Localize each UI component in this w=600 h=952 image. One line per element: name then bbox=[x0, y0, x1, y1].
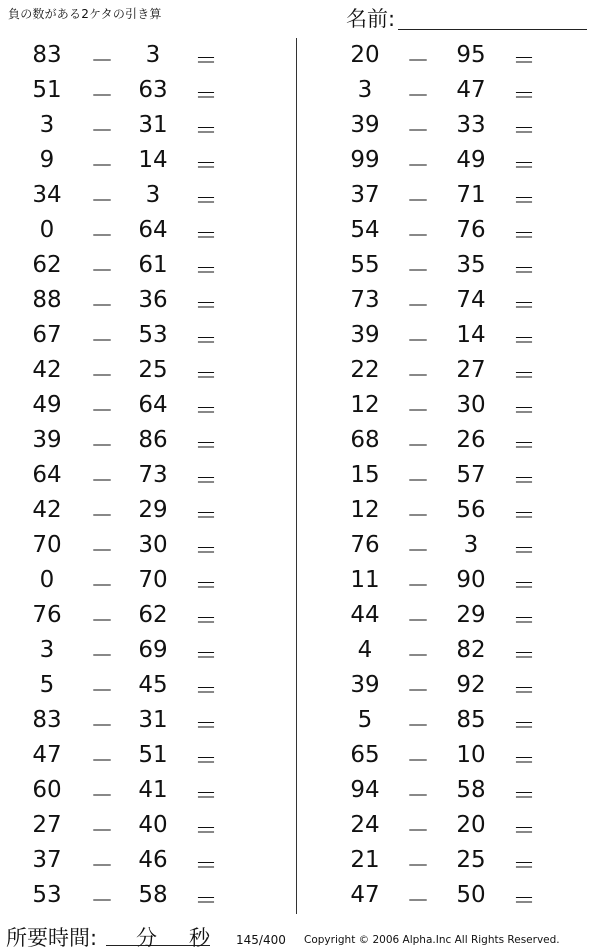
equals-sign: ＝ bbox=[194, 643, 218, 669]
minuend: 0 bbox=[39, 567, 55, 593]
minus-sign: － bbox=[90, 818, 114, 844]
minus-sign: － bbox=[90, 118, 114, 144]
minus-sign: － bbox=[406, 258, 430, 284]
equals-sign: ＝ bbox=[512, 293, 536, 319]
equals-sign: ＝ bbox=[194, 83, 218, 109]
subtrahend: 30 bbox=[456, 392, 486, 418]
subtrahend: 29 bbox=[138, 497, 168, 523]
answer-blank[interactable] bbox=[542, 847, 592, 873]
subtrahend: 53 bbox=[138, 322, 168, 348]
minus-sign: － bbox=[406, 818, 430, 844]
answer-blank[interactable] bbox=[542, 742, 592, 768]
copyright-notice: Copyright © 2006 Alpha.Inc All Rights Reserved. bbox=[304, 934, 560, 946]
minuend: 55 bbox=[350, 252, 380, 278]
problem-row bbox=[0, 73, 536, 109]
problem-row bbox=[0, 143, 536, 179]
equals-sign: ＝ bbox=[512, 818, 536, 844]
subtrahend: 57 bbox=[456, 462, 486, 488]
minus-sign: － bbox=[90, 643, 114, 669]
problem-row bbox=[0, 283, 536, 319]
equals-sign: ＝ bbox=[194, 328, 218, 354]
answer-blank[interactable] bbox=[542, 637, 592, 663]
problem-row bbox=[0, 808, 536, 844]
subtrahend: 46 bbox=[138, 847, 168, 873]
minus-sign: － bbox=[406, 783, 430, 809]
subtrahend: 64 bbox=[138, 217, 168, 243]
equals-sign: ＝ bbox=[194, 783, 218, 809]
minuend: 39 bbox=[32, 427, 62, 453]
minuend: 83 bbox=[32, 42, 62, 68]
subtrahend: 25 bbox=[138, 357, 168, 383]
problem-row bbox=[0, 528, 536, 564]
equals-sign: ＝ bbox=[512, 48, 536, 74]
subtrahend: 64 bbox=[138, 392, 168, 418]
answer-blank[interactable] bbox=[542, 252, 592, 278]
answer-blank[interactable] bbox=[542, 497, 592, 523]
equals-sign: ＝ bbox=[194, 573, 218, 599]
subtrahend: 95 bbox=[456, 42, 486, 68]
problem-row bbox=[0, 458, 536, 494]
answer-blank[interactable] bbox=[542, 602, 592, 628]
equals-sign: ＝ bbox=[512, 468, 536, 494]
answer-blank[interactable] bbox=[542, 147, 592, 173]
minus-sign: － bbox=[406, 433, 430, 459]
equals-sign: ＝ bbox=[512, 398, 536, 424]
problem-row bbox=[0, 423, 536, 459]
problem-row bbox=[0, 633, 536, 669]
problem-row bbox=[0, 773, 536, 809]
equals-sign: ＝ bbox=[512, 853, 536, 879]
problem-row bbox=[0, 353, 536, 389]
equals-sign: ＝ bbox=[512, 328, 536, 354]
minus-sign: － bbox=[90, 748, 114, 774]
equals-sign: ＝ bbox=[512, 258, 536, 284]
minus-sign: － bbox=[406, 748, 430, 774]
equals-sign: ＝ bbox=[512, 223, 536, 249]
equals-sign: ＝ bbox=[512, 573, 536, 599]
minus-sign: － bbox=[90, 153, 114, 179]
subtrahend: 40 bbox=[138, 812, 168, 838]
subtrahend: 92 bbox=[456, 672, 486, 698]
minuend: 39 bbox=[350, 672, 380, 698]
equals-sign: ＝ bbox=[194, 468, 218, 494]
minus-sign: － bbox=[406, 853, 430, 879]
minuend: 42 bbox=[32, 497, 62, 523]
minuend: 37 bbox=[350, 182, 380, 208]
minuend: 12 bbox=[350, 497, 380, 523]
minuend: 27 bbox=[32, 812, 62, 838]
minus-sign: － bbox=[406, 398, 430, 424]
minuend: 53 bbox=[32, 882, 62, 908]
answer-blank[interactable] bbox=[542, 882, 592, 908]
equals-sign: ＝ bbox=[194, 153, 218, 179]
minus-sign: － bbox=[90, 328, 114, 354]
subtrahend: 74 bbox=[456, 287, 486, 313]
answer-blank[interactable] bbox=[542, 77, 592, 103]
problem-row bbox=[0, 493, 536, 529]
minus-sign: － bbox=[406, 48, 430, 74]
equals-sign: ＝ bbox=[194, 888, 218, 914]
answer-blank[interactable] bbox=[542, 392, 592, 418]
problem-row bbox=[0, 878, 536, 914]
minus-sign: － bbox=[406, 538, 430, 564]
subtrahend: 25 bbox=[456, 847, 486, 873]
answer-blank[interactable] bbox=[542, 427, 592, 453]
minuend: 0 bbox=[39, 217, 55, 243]
subtrahend: 61 bbox=[138, 252, 168, 278]
problem-row bbox=[0, 598, 536, 634]
subtrahend: 29 bbox=[456, 602, 486, 628]
minus-sign: － bbox=[406, 363, 430, 389]
minuend: 49 bbox=[32, 392, 62, 418]
subtrahend: 58 bbox=[456, 777, 486, 803]
minuend: 3 bbox=[39, 112, 55, 138]
equals-sign: ＝ bbox=[512, 363, 536, 389]
equals-sign: ＝ bbox=[512, 538, 536, 564]
minuend: 70 bbox=[32, 532, 62, 558]
minuend: 11 bbox=[350, 567, 380, 593]
answer-blank[interactable] bbox=[542, 287, 592, 313]
minuend: 83 bbox=[32, 707, 62, 733]
minuend: 99 bbox=[350, 147, 380, 173]
minus-sign: － bbox=[406, 118, 430, 144]
subtrahend: 26 bbox=[456, 427, 486, 453]
minuend: 24 bbox=[350, 812, 380, 838]
minus-sign: － bbox=[90, 783, 114, 809]
equals-sign: ＝ bbox=[194, 398, 218, 424]
minuend: 76 bbox=[350, 532, 380, 558]
problem-row bbox=[0, 388, 536, 424]
minuend: 65 bbox=[350, 742, 380, 768]
equals-sign: ＝ bbox=[512, 188, 536, 214]
minus-sign: － bbox=[90, 678, 114, 704]
seconds-label: 秒 bbox=[189, 926, 210, 950]
equals-sign: ＝ bbox=[512, 783, 536, 809]
minus-sign: － bbox=[90, 713, 114, 739]
problem-row bbox=[0, 843, 536, 879]
subtrahend: 50 bbox=[456, 882, 486, 908]
minus-sign: － bbox=[90, 573, 114, 599]
time-taken-field[interactable] bbox=[6, 922, 236, 950]
minuend: 3 bbox=[39, 637, 55, 663]
minus-sign: － bbox=[90, 223, 114, 249]
answer-blank[interactable] bbox=[542, 182, 592, 208]
minus-sign: － bbox=[90, 468, 114, 494]
subtrahend: 41 bbox=[138, 777, 168, 803]
subtrahend: 3 bbox=[145, 42, 161, 68]
problem-row bbox=[0, 178, 536, 214]
subtrahend: 90 bbox=[456, 567, 486, 593]
minus-sign: － bbox=[406, 188, 430, 214]
minuend: 12 bbox=[350, 392, 380, 418]
minuend: 88 bbox=[32, 287, 62, 313]
answer-blank[interactable] bbox=[542, 532, 592, 558]
minuend: 68 bbox=[350, 427, 380, 453]
equals-sign: ＝ bbox=[512, 608, 536, 634]
subtrahend: 71 bbox=[456, 182, 486, 208]
subtrahend: 3 bbox=[463, 532, 479, 558]
subtrahend: 35 bbox=[456, 252, 486, 278]
minus-sign: － bbox=[90, 188, 114, 214]
problem-row bbox=[0, 703, 536, 739]
answer-blank[interactable] bbox=[542, 112, 592, 138]
minus-sign: － bbox=[90, 258, 114, 284]
minuend: 54 bbox=[350, 217, 380, 243]
name-underline bbox=[398, 29, 587, 30]
equals-sign: ＝ bbox=[194, 118, 218, 144]
answer-blank[interactable] bbox=[542, 217, 592, 243]
subtrahend: 70 bbox=[138, 567, 168, 593]
minuend: 64 bbox=[32, 462, 62, 488]
equals-sign: ＝ bbox=[512, 748, 536, 774]
minuend: 21 bbox=[350, 847, 380, 873]
subtrahend: 73 bbox=[138, 462, 168, 488]
minus-sign: － bbox=[90, 433, 114, 459]
problem-row bbox=[0, 213, 536, 249]
subtrahend: 14 bbox=[456, 322, 486, 348]
subtrahend: 63 bbox=[138, 77, 168, 103]
minuend: 5 bbox=[39, 672, 55, 698]
equals-sign: ＝ bbox=[194, 748, 218, 774]
minus-sign: － bbox=[406, 608, 430, 634]
equals-sign: ＝ bbox=[512, 503, 536, 529]
time-taken-label: 所要時間: bbox=[6, 926, 98, 950]
minuend: 15 bbox=[350, 462, 380, 488]
minus-sign: － bbox=[406, 643, 430, 669]
answer-blank[interactable] bbox=[542, 357, 592, 383]
subtrahend: 31 bbox=[138, 707, 168, 733]
minus-sign: － bbox=[406, 713, 430, 739]
equals-sign: ＝ bbox=[194, 363, 218, 389]
subtrahend: 3 bbox=[145, 182, 161, 208]
problem-row bbox=[0, 563, 536, 599]
subtrahend: 62 bbox=[138, 602, 168, 628]
minus-sign: － bbox=[90, 853, 114, 879]
minuend: 20 bbox=[350, 42, 380, 68]
equals-sign: ＝ bbox=[194, 433, 218, 459]
subtrahend: 86 bbox=[138, 427, 168, 453]
answer-blank[interactable] bbox=[542, 462, 592, 488]
minus-sign: － bbox=[90, 503, 114, 529]
minus-sign: － bbox=[406, 678, 430, 704]
equals-sign: ＝ bbox=[512, 83, 536, 109]
minuend: 62 bbox=[32, 252, 62, 278]
minuend: 34 bbox=[32, 182, 62, 208]
name-field[interactable] bbox=[346, 6, 591, 32]
minuend: 94 bbox=[350, 777, 380, 803]
minuend: 5 bbox=[357, 707, 373, 733]
minus-sign: － bbox=[406, 573, 430, 599]
answer-blank[interactable] bbox=[542, 707, 592, 733]
answer-blank[interactable] bbox=[542, 777, 592, 803]
minutes-label: 分 bbox=[136, 926, 157, 950]
subtrahend: 69 bbox=[138, 637, 168, 663]
equals-sign: ＝ bbox=[194, 678, 218, 704]
minus-sign: － bbox=[406, 293, 430, 319]
minus-sign: － bbox=[90, 363, 114, 389]
equals-sign: ＝ bbox=[194, 608, 218, 634]
minuend: 51 bbox=[32, 77, 62, 103]
worksheet-title: 負の数がある2ケタの引き算 bbox=[8, 7, 162, 21]
subtrahend: 47 bbox=[456, 77, 486, 103]
equals-sign: ＝ bbox=[194, 818, 218, 844]
minus-sign: － bbox=[406, 223, 430, 249]
equals-sign: ＝ bbox=[194, 503, 218, 529]
equals-sign: ＝ bbox=[194, 538, 218, 564]
equals-sign: ＝ bbox=[194, 188, 218, 214]
minuend: 47 bbox=[32, 742, 62, 768]
problem-row bbox=[0, 668, 536, 704]
minus-sign: － bbox=[406, 83, 430, 109]
answer-blank[interactable] bbox=[542, 567, 592, 593]
subtrahend: 31 bbox=[138, 112, 168, 138]
minuend: 67 bbox=[32, 322, 62, 348]
subtrahend: 36 bbox=[138, 287, 168, 313]
minuend: 39 bbox=[350, 112, 380, 138]
minuend: 4 bbox=[357, 637, 373, 663]
minus-sign: － bbox=[90, 293, 114, 319]
subtrahend: 27 bbox=[456, 357, 486, 383]
equals-sign: ＝ bbox=[512, 153, 536, 179]
equals-sign: ＝ bbox=[512, 643, 536, 669]
minuend: 76 bbox=[32, 602, 62, 628]
equals-sign: ＝ bbox=[194, 48, 218, 74]
equals-sign: ＝ bbox=[194, 223, 218, 249]
equals-sign: ＝ bbox=[194, 853, 218, 879]
answer-blank[interactable] bbox=[542, 42, 592, 68]
subtrahend: 56 bbox=[456, 497, 486, 523]
minuend: 9 bbox=[39, 147, 55, 173]
minus-sign: － bbox=[406, 888, 430, 914]
minuend: 39 bbox=[350, 322, 380, 348]
page-number: 145/400 bbox=[236, 933, 286, 947]
subtrahend: 14 bbox=[138, 147, 168, 173]
subtrahend: 45 bbox=[138, 672, 168, 698]
problem-row bbox=[0, 738, 536, 774]
subtrahend: 58 bbox=[138, 882, 168, 908]
equals-sign: ＝ bbox=[512, 888, 536, 914]
subtrahend: 33 bbox=[456, 112, 486, 138]
minuend: 73 bbox=[350, 287, 380, 313]
minuend: 37 bbox=[32, 847, 62, 873]
minuend: 44 bbox=[350, 602, 380, 628]
minus-sign: － bbox=[90, 538, 114, 564]
minus-sign: － bbox=[90, 398, 114, 424]
problem-row bbox=[0, 108, 536, 144]
subtrahend: 82 bbox=[456, 637, 486, 663]
subtrahend: 20 bbox=[456, 812, 486, 838]
minuend: 42 bbox=[32, 357, 62, 383]
equals-sign: ＝ bbox=[512, 678, 536, 704]
minus-sign: － bbox=[406, 153, 430, 179]
minuend: 47 bbox=[350, 882, 380, 908]
name-label: 名前: bbox=[346, 7, 396, 31]
minus-sign: － bbox=[90, 83, 114, 109]
answer-blank[interactable] bbox=[542, 322, 592, 348]
answer-blank[interactable] bbox=[542, 812, 592, 838]
subtrahend: 10 bbox=[456, 742, 486, 768]
subtrahend: 30 bbox=[138, 532, 168, 558]
problem-row bbox=[0, 38, 536, 74]
equals-sign: ＝ bbox=[512, 433, 536, 459]
answer-blank[interactable] bbox=[542, 672, 592, 698]
minuend: 22 bbox=[350, 357, 380, 383]
minus-sign: － bbox=[90, 608, 114, 634]
equals-sign: ＝ bbox=[194, 258, 218, 284]
subtrahend: 49 bbox=[456, 147, 486, 173]
minus-sign: － bbox=[406, 503, 430, 529]
minuend: 60 bbox=[32, 777, 62, 803]
subtrahend: 76 bbox=[456, 217, 486, 243]
minus-sign: － bbox=[406, 468, 430, 494]
equals-sign: ＝ bbox=[512, 713, 536, 739]
minus-sign: － bbox=[406, 328, 430, 354]
problem-row bbox=[0, 248, 536, 284]
equals-sign: ＝ bbox=[194, 713, 218, 739]
minus-sign: － bbox=[90, 48, 114, 74]
minus-sign: － bbox=[90, 888, 114, 914]
problem-row bbox=[0, 318, 536, 354]
equals-sign: ＝ bbox=[194, 293, 218, 319]
minuend: 3 bbox=[357, 77, 373, 103]
equals-sign: ＝ bbox=[512, 118, 536, 144]
subtrahend: 85 bbox=[456, 707, 486, 733]
subtrahend: 51 bbox=[138, 742, 168, 768]
